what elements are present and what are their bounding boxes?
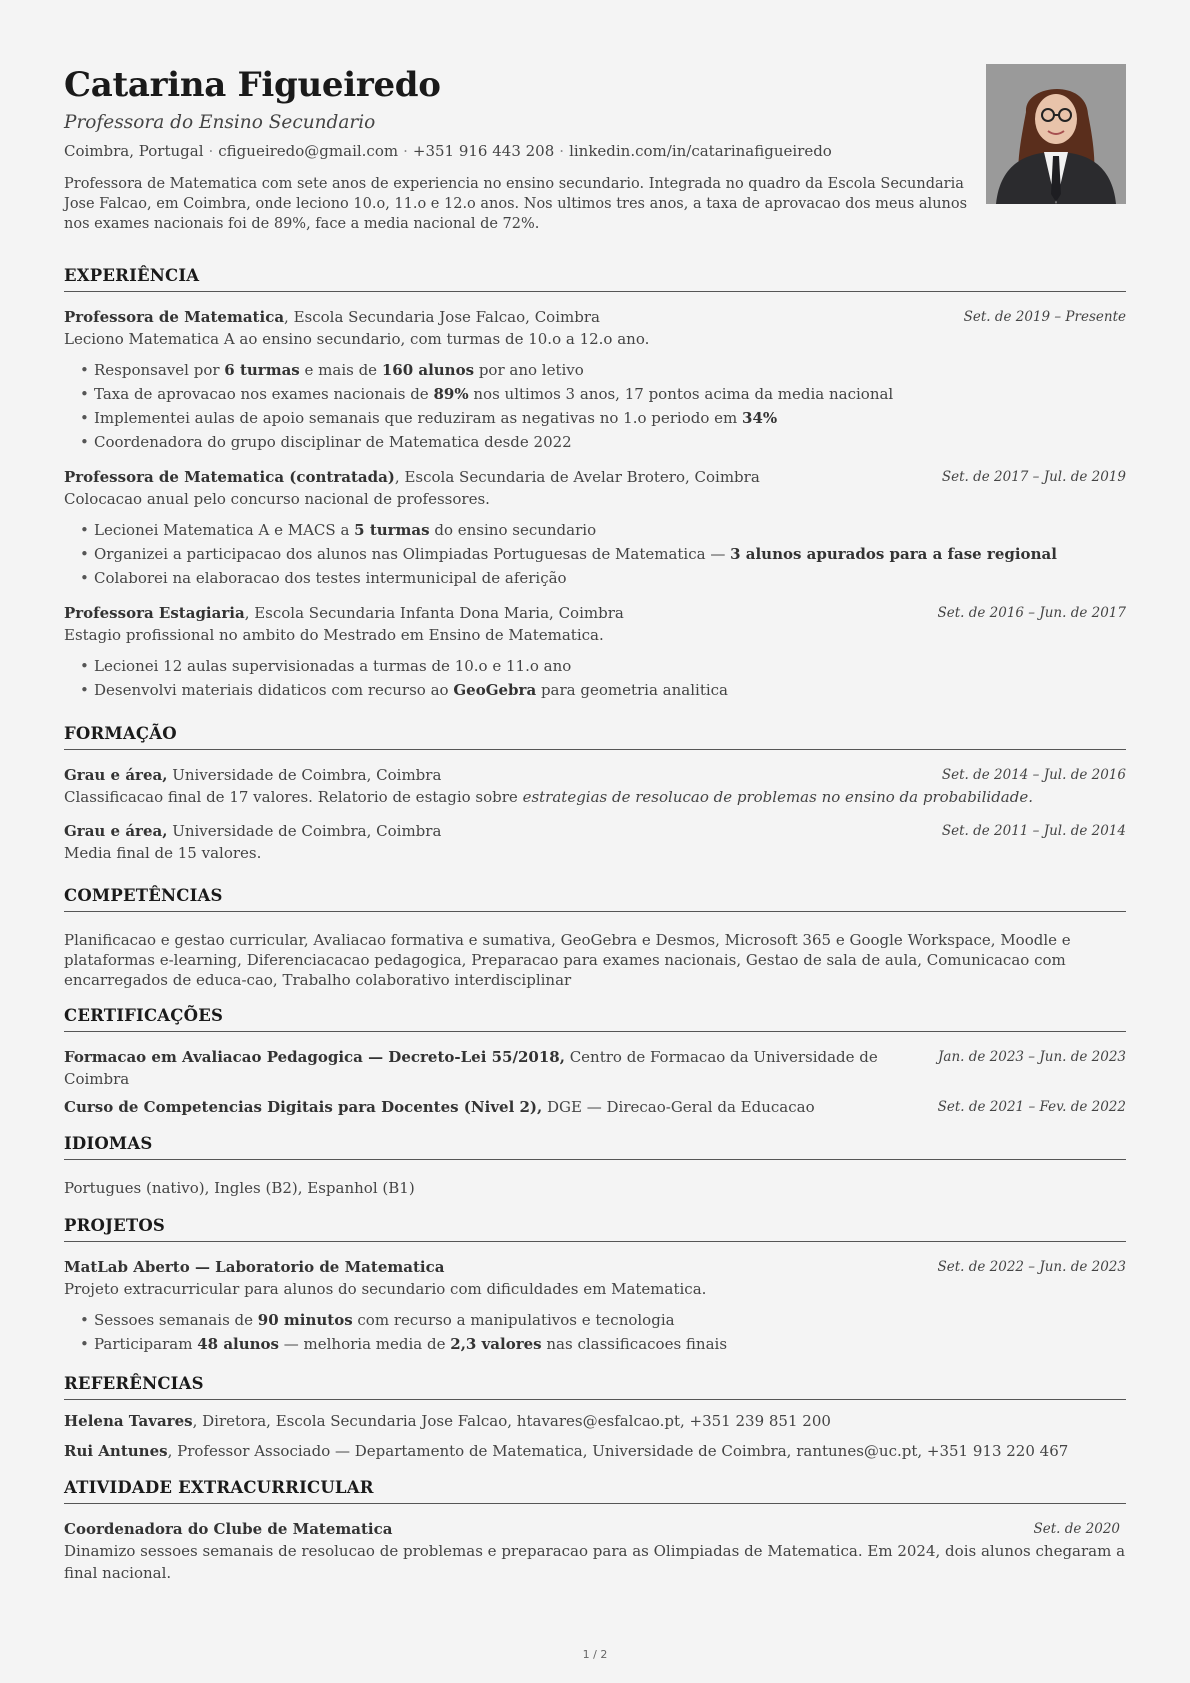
profile-photo xyxy=(986,64,1126,204)
bullet-text: Implementei aulas de apoio semanais que reduziram as negativas no 1.o periodo em xyxy=(94,409,743,427)
entry-title: Curso de Competencias Digitais para Docentes (Nivel 2), xyxy=(64,1098,543,1116)
experience-entry xyxy=(64,602,1126,702)
entry-header xyxy=(64,1256,1126,1278)
achievement-list xyxy=(64,358,1126,454)
reference-details: , Professor Associado — Departamento de Matematica, Universidade de Coimbra, rantunes@uc.pt, +351 913 220 467 xyxy=(167,1442,1069,1460)
entry-header xyxy=(64,1046,1126,1090)
bullet-text: Participaram xyxy=(94,1335,198,1353)
entry-header xyxy=(64,602,1126,624)
bullet-text: Colaborei na elaboracao dos testes intermunicipal de aferição xyxy=(94,569,567,587)
certifications-list xyxy=(64,1046,1126,1118)
entry-description xyxy=(64,786,1126,808)
education-heading: FORMAÇÃO xyxy=(64,722,1126,750)
certifications-heading: CERTIFICAÇÕES xyxy=(64,1004,1126,1032)
bullet-text: Responsavel por xyxy=(94,361,225,379)
entry-title: Professora Estagiaria xyxy=(64,604,245,622)
bullet-text: Coordenadora do grupo disciplinar de Matematica desde 2022 xyxy=(94,433,572,451)
entry-header xyxy=(64,820,1126,842)
projects-heading: PROJETOS xyxy=(64,1214,1126,1242)
entry-date: Set. de 2020 xyxy=(1033,1521,1120,1537)
entry-organization: , Escola Secundaria Infanta Dona Maria, Coimbra xyxy=(244,604,624,622)
entry-description: Estagio profissional no ambito do Mestrado em Ensino de Matematica. xyxy=(64,626,604,644)
entry-description: Dinamizo sessoes semanais de resolucao de problemas e preparacao para as Olimpiadas de Matematica. Em 2024, dois alunos chegaram a final nacional. xyxy=(64,1542,1126,1582)
entry-header xyxy=(64,466,1126,488)
entry-organization: , Escola Secundaria Jose Falcao, Coimbra xyxy=(284,308,600,326)
bullet-text: e mais de xyxy=(299,361,382,379)
achievement-item xyxy=(94,1332,1126,1356)
entry-heading xyxy=(64,820,441,842)
education-entry xyxy=(64,764,1126,808)
achievement-list xyxy=(64,518,1126,590)
bullet-text: Lecionei 12 aulas supervisionadas a turmas de 10.o e 11.o ano xyxy=(94,657,572,675)
entry-title: Coordenadora do Clube de Matematica xyxy=(64,1520,393,1538)
languages-heading: IDIOMAS xyxy=(64,1132,1126,1160)
projects-section xyxy=(64,1214,1126,1356)
reference-name: Rui Antunes xyxy=(64,1442,168,1460)
entry-header xyxy=(64,306,1126,328)
bullet-text: nas classificacoes finais xyxy=(541,1335,728,1353)
entry-date: Jan. de 2023 – Jun. de 2023 xyxy=(937,1049,1126,1065)
entry-heading xyxy=(64,1256,444,1278)
highlight-text: 34% xyxy=(742,409,778,427)
certifications-section xyxy=(64,1004,1126,1118)
achievement-list xyxy=(64,654,1126,702)
education-section xyxy=(64,722,1126,864)
experience-entry xyxy=(64,306,1126,454)
entry-organization: Universidade de Coimbra, Coimbra xyxy=(167,766,442,784)
languages-text: Portugues (nativo), Ingles (B2), Espanhol (B1) xyxy=(64,1179,415,1197)
extracurricular-section xyxy=(64,1476,1126,1584)
achievement-item xyxy=(94,358,1126,382)
highlight-text: 6 turmas xyxy=(224,361,300,379)
entry-header xyxy=(64,1096,1126,1118)
entry-date: Set. de 2021 – Fev. de 2022 xyxy=(937,1099,1126,1115)
skills-text: Planificacao e gestao curricular, Avaliacao formativa e sumativa, GeoGebra e Desmos, Microsoft 365 e Google Workspace, Moodle e plataformas e-learning, Diferenciacacao pedagogica, Preparacao para exames nacionais, Gestao de sala de aula, Comunicacao com encarregados de educa-cao, Trabalho colaborativo interdisciplinar xyxy=(64,931,1071,989)
description-text: Media final de 15 valores. xyxy=(64,844,262,862)
bullet-text: Organizei a participacao dos alunos nas Olimpiadas Portuguesas de Matematica — xyxy=(94,545,731,563)
highlight-text: 160 alunos xyxy=(381,361,475,379)
entry-date: Set. de 2022 – Jun. de 2023 xyxy=(937,1259,1126,1275)
bullet-text: com recurso a manipulativos e tecnologia xyxy=(352,1311,675,1329)
extracurricular-list xyxy=(64,1518,1126,1584)
references-section xyxy=(64,1372,1126,1462)
candidate-role: Professora do Ensino Secundario xyxy=(64,112,376,133)
entry-organization: Universidade de Coimbra, Coimbra xyxy=(167,822,442,840)
bullet-text: do ensino secundario xyxy=(429,521,597,539)
entry-heading xyxy=(64,1046,938,1090)
project-entry xyxy=(64,1256,1126,1356)
entry-heading xyxy=(64,466,760,488)
entry-title: Grau e área, xyxy=(64,822,168,840)
entry-date: Set. de 2019 – Presente xyxy=(963,309,1126,325)
bullet-text: Sessoes semanais de xyxy=(94,1311,258,1329)
references-list xyxy=(64,1410,1126,1462)
entry-title: Grau e área, xyxy=(64,766,168,784)
contact-location: Coimbra, Portugal xyxy=(64,142,204,160)
achievement-item xyxy=(94,566,1126,590)
entry-header xyxy=(64,764,1126,786)
entry-date: Set. de 2017 – Jul. de 2019 xyxy=(941,469,1126,485)
profile-summary: Professora de Matematica com sete anos de experiencia no ensino secundario. Integrada no quadro da Escola Secundaria Jose Falcao, em Coimbra, onde leciono 10.o, 11.o e 12.o anos. Nos ultimos tres anos, a taxa de aprovacao dos meus alunos nos exames nacionais foi de 89%, face a media nacional de 72%. xyxy=(64,176,968,232)
languages-section xyxy=(64,1132,1126,1198)
highlight-text: 2,3 valores xyxy=(450,1335,542,1353)
bullet-text: Taxa de aprovacao nos exames nacionais de xyxy=(94,385,434,403)
entry-description: Colocacao anual pelo concurso nacional de professores. xyxy=(64,490,490,508)
entry-header xyxy=(64,1518,1126,1540)
entry-heading xyxy=(64,1518,392,1540)
highlight-text: 3 alunos apurados para a fase regional xyxy=(730,545,1057,563)
achievement-item xyxy=(94,430,1126,454)
contact-email[interactable]: cfigueiredo@gmail.com xyxy=(218,142,399,160)
achievement-item xyxy=(94,1308,1126,1332)
bullet-text: Lecionei Matematica A e MACS a xyxy=(94,521,355,539)
skills-heading: COMPETÊNCIAS xyxy=(64,884,1126,912)
entry-heading xyxy=(64,602,624,624)
entry-title: Formacao em Avaliacao Pedagogica — Decreto-Lei 55/2018, xyxy=(64,1048,565,1066)
experience-section xyxy=(64,264,1126,702)
entry-description xyxy=(64,842,1126,864)
skills-section xyxy=(64,884,1126,990)
bullet-text: para geometria analitica xyxy=(536,681,728,699)
entry-title: Professora de Matematica (contratada) xyxy=(64,468,395,486)
achievement-item xyxy=(94,678,1126,702)
certification-entry xyxy=(64,1046,1126,1090)
candidate-name: Catarina Figueiredo xyxy=(64,65,441,105)
experience-entry xyxy=(64,466,1126,590)
entry-description: Projeto extracurricular para alunos do secundario com dificuldades em Matematica. xyxy=(64,1280,707,1298)
reference-entry xyxy=(64,1440,1126,1462)
reference-name: Helena Tavares xyxy=(64,1412,193,1430)
entry-organization: DGE — Direcao-Geral da Educacao xyxy=(542,1098,815,1116)
bullet-text: nos ultimos 3 anos, 17 pontos acima da media nacional xyxy=(468,385,894,403)
extracurricular-heading: ATIVIDADE EXTRACURRICULAR xyxy=(64,1476,1126,1504)
achievement-item xyxy=(94,406,1126,430)
achievement-item xyxy=(94,518,1126,542)
entry-date: Set. de 2014 – Jul. de 2016 xyxy=(941,767,1126,783)
education-list xyxy=(64,764,1126,864)
certification-entry xyxy=(64,1096,1126,1118)
entry-title: MatLab Aberto — Laboratorio de Matematica xyxy=(64,1258,445,1276)
achievement-list xyxy=(64,1308,1126,1356)
bullet-text: por ano letivo xyxy=(474,361,584,379)
entry-description: Leciono Matematica A ao ensino secundario, com turmas de 10.o a 12.o ano. xyxy=(64,330,650,348)
entry-heading xyxy=(64,1096,815,1118)
experience-heading: EXPERIÊNCIA xyxy=(64,264,1126,292)
contact-linkedin[interactable]: linkedin.com/in/catarinafigueiredo xyxy=(569,142,832,160)
entry-date: Set. de 2016 – Jun. de 2017 xyxy=(937,605,1126,621)
contact-phone[interactable]: +351 916 443 208 xyxy=(412,142,555,160)
achievement-item xyxy=(94,382,1126,406)
extracurricular-entry xyxy=(64,1518,1126,1584)
highlight-text: 5 turmas xyxy=(354,521,430,539)
entry-date: Set. de 2011 – Jul. de 2014 xyxy=(941,823,1126,839)
entry-heading xyxy=(64,306,600,328)
entry-organization: Centro de Formacao da Universidade de Coimbra xyxy=(64,1048,878,1088)
references-heading: REFERÊNCIAS xyxy=(64,1372,1126,1400)
projects-list xyxy=(64,1256,1126,1356)
experience-list xyxy=(64,306,1126,702)
achievement-item xyxy=(94,654,1126,678)
highlight-text: 89% xyxy=(433,385,469,403)
reference-entry xyxy=(64,1410,1126,1432)
bullet-text: — melhoria media de xyxy=(279,1335,451,1353)
entry-heading xyxy=(64,764,441,786)
reference-details: , Diretora, Escola Secundaria Jose Falcao, htavares@esfalcao.pt, +351 239 851 200 xyxy=(192,1412,831,1430)
bullet-text: Desenvolvi materiais didaticos com recurso ao xyxy=(94,681,454,699)
entry-organization: , Escola Secundaria de Avelar Brotero, Coimbra xyxy=(394,468,760,486)
contact-line: Coimbra, Portugal · cfigueiredo@gmail.com · +351 916 443 208 · linkedin.com/in/catarinafigueiredo xyxy=(64,142,832,160)
achievement-item xyxy=(94,542,1126,566)
highlight-text: 48 alunos xyxy=(197,1335,279,1353)
page-number: 1 / 2 xyxy=(582,1648,608,1661)
highlight-text: 90 minutos xyxy=(257,1311,353,1329)
highlight-text: GeoGebra xyxy=(453,681,537,699)
description-italic: estrategias de resolucao de problemas no ensino da probabilidade. xyxy=(522,788,1033,806)
description-text: Classificacao final de 17 valores. Relatorio de estagio sobre xyxy=(64,788,523,806)
education-entry xyxy=(64,820,1126,864)
entry-title: Professora de Matematica xyxy=(64,308,285,326)
cv-header xyxy=(64,64,1126,234)
